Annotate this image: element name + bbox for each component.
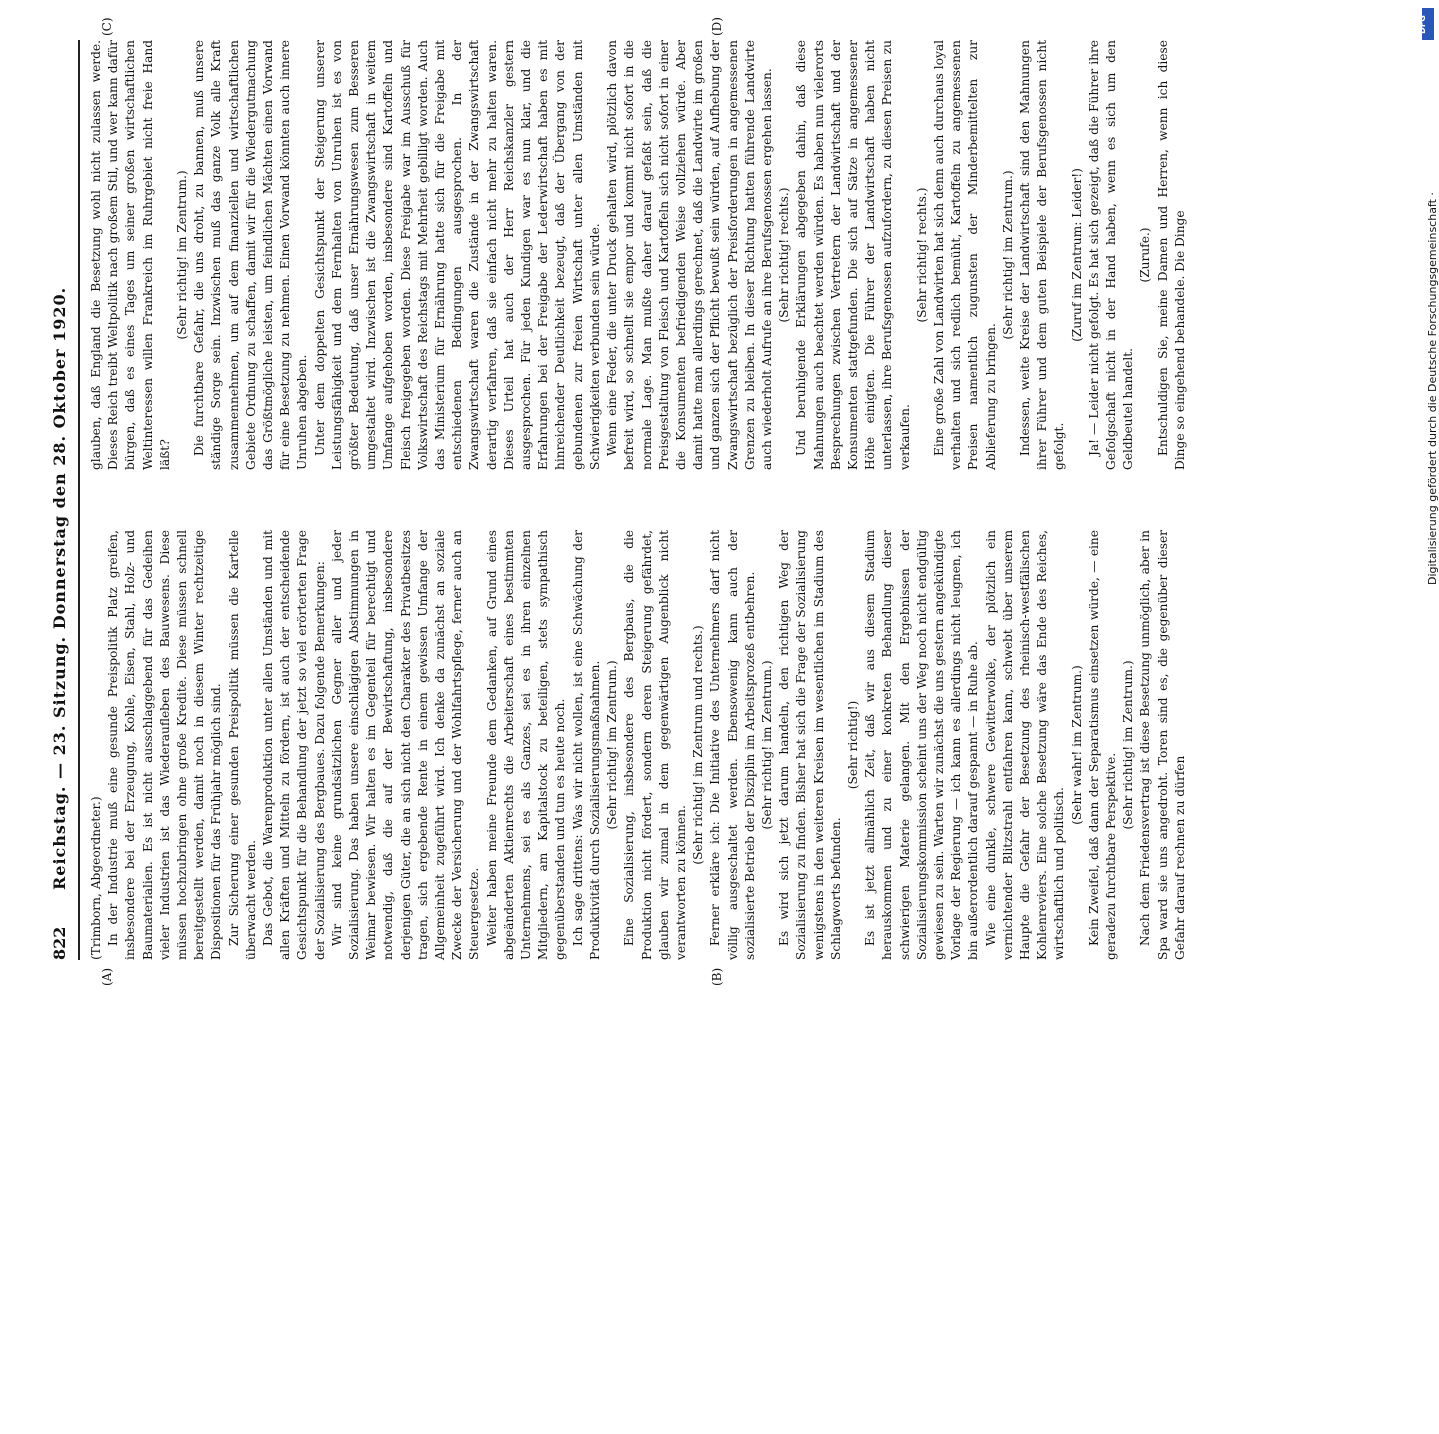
paragraph: Wie eine dunkle, schwere Gewitterwolke, der plötzlich ein vernichtender Blitzstrahl entfahren kann, schwebt über unserem Haupte die Gefahr der Besetzung des rheinisch-westfälischen Kohlenreviers. Eine solche Besetzung wäre das Ende des Reiches, wirtschaftlich und politisch. xyxy=(983,530,1067,960)
paragraph: Ja! — Leider nicht gefolgt. Es hat sich gezeigt, daß die Führer ihre Gefolgschaft nicht in der Hand haben, wenn es sich um den Geldbeutel handelt. xyxy=(1086,40,1136,470)
interjection: (Zurufe.) xyxy=(1138,227,1153,283)
dfg-logo: DFG xyxy=(1422,8,1434,40)
right-column xyxy=(88,40,1338,470)
paragraph: Weiter haben meine Freunde dem Gedanken, auf Grund eines abgeänderten Aktienrechts die Arbeiterschaft eines bestimmten Unternehmens, sei es als Ganzes, sei es in ihren einzelnen Mitgliedern, am Kapitalstock zu beteiligen, stets sympathisch gegenüberstanden und tun es heute noch. xyxy=(484,530,568,960)
running-header xyxy=(50,40,76,960)
paragraph: Es ist jetzt allmählich Zeit, daß wir aus diesem Stadium herauskommen und zu einer konkreten Behandlung dieser schwierigen Materie gelangen. Mit den Ergebnissen der Sozialisierungskommission scheint uns der Weg noch nicht endgültig gewiesen zu sein. Warten wir zunächst die uns gestern angekündigte Vorlage der Regierung — ich kann es allerdings nicht leugnen, ich bin außerordentlich darauf gespannt — in Ruhe ab. xyxy=(863,530,981,960)
digitization-stamp: Digitalisierung gefördert durch die Deutsche Forschungsgemeinschaft · xyxy=(1426,192,1439,585)
interjection: (Sehr richtig! im Zentrum und rechts.) xyxy=(691,625,706,865)
paragraph: Kein Zweifel, daß dann der Separatismus einsetzen würde, — eine geradezu furchtbare Perspektive. xyxy=(1086,530,1118,960)
interjection: (Zuruf im Zentrum: Leider!) xyxy=(1069,168,1084,342)
interjection: (Sehr richtig! im Zentrum.) xyxy=(759,660,774,830)
header-rule xyxy=(78,40,80,960)
margin-mark-a: (A) xyxy=(100,967,114,986)
page-number: 822 xyxy=(50,926,69,960)
paragraph: Nach dem Friedensvertrag ist diese Besetzung unmöglich, aber in Spa ward sie uns angedroht. Toren sind es, die gegenüber dieser Gefahr darauf rechnen zu dürfen xyxy=(1138,530,1187,960)
paragraph: Ferner erkläre ich: Die Initiative des Unternehmers darf nicht völlig ausgeschaltet werden. Ebensowenig kann auch der sozialisierte Betrieb der Disziplin im Arbeitsprozeß entbehren. xyxy=(708,530,757,960)
paragraph: Indessen, weite Kreise der Landwirtschaft sind den Mahnungen ihrer Führer und dem guten Beispiele der Berufsgenossen nicht gefolgt. xyxy=(1017,40,1067,470)
paragraph: Eine große Zahl von Landwirten hat sich denn auch durchaus loyal verhalten und sich redlich bemüht, Kartoffeln zu angemessenen Preisen namentlich zugunsten der Minderbemittelten zur Ablieferung zu bringen. xyxy=(931,40,998,470)
interjection: (Sehr richtig! im Zentrum.) xyxy=(175,170,190,340)
paragraph: Unter dem doppelten Gesichtspunkt der Steigerung unserer Leistungsfähigkeit und dem Fernhalten von Unruhen ist es von größter Bedeutung, daß unser Ernährungswesen zum Besseren umgestaltet wird. Inzwischen ist die Zwangswirtschaft in weitem Umfange aufgehoben worden, insbesondere sind Kartoffeln und Fleisch freigegeben worden. Diese Freigabe war im Ausschuß für Volkswirtschaft des Reichstags mit Mehrheit gebilligt worden. Auch das Ministerium für Ernährung hatte sich für die Freigabe mit entschiedenen Bedingungen ausgesprochen. In der Zwangswirtschaft waren die Zustände in der Zwangswirtschaft derartig verfahren, daß sie einfach nicht mehr zu halten waren. Dieses Urteil hat auch der Herr Reichskanzler gestern ausgesprochen. Für jeden Kundigen war es nun klar, und die Erfahrungen bei der Freigabe der Lederwirtschaft haben es mit hinreichender Deutlichkeit bezeugt, daß der Übergang von der gebundenen zur freien Wirtschaft unter allen Umständen mit Schwierigkeiten verbunden sein würde. xyxy=(312,40,602,470)
running-title: Reichstag. — 23. Sitzung. Donnerstag den 28. Oktober 1920. xyxy=(50,286,69,890)
paragraph: Eine Sozialisierung, insbesondere des Bergbaus, die die Produktion nicht fördert, sondern deren Steigerung gefährdet, glauben wir zumal in dem gegenwärtigen Augenblick nicht verantworten zu können. xyxy=(622,530,688,960)
paragraph: In der Industrie muß eine gesunde Preispolitik Platz greifen, insbesondere bei der Erzeugung, Kohle, Eisen, Stahl, Holz- und Baumaterialien. Es ist nicht ausschlaggebend für das Gedeihen vieler Industrien ist das Wiederaufleben des Bauwesens. Diese müssen hochzubringen ohne große Kredite. Diese müssen schnell bereitgestellt werden, damit noch in diesem Winter rechtzeitige Dispositionen für das Frühjahr möglich sind. xyxy=(106,530,224,960)
margin-mark-b: (B) xyxy=(710,967,724,986)
interjection: (Sehr richtig! rechts.) xyxy=(777,187,792,323)
paragraph: Die furchtbare Gefahr, die uns droht, zu bannen, muß unsere ständige Sorge sein. Inzwischen muß das ganze Volk alle Kraft zusammennehmen, um auf dem finanziellen und wirtschaftlichen Gebiete Ordnung zu schaffen, damit wir für die Wiedergutmachung das Größtmögliche leisten, um feindlichen Mächten einen Vorwand für eine Besetzung zu nehmen. Einen Vorwand könnten auch innere Unruhen abgeben. xyxy=(192,40,310,470)
paragraph: Wenn eine Feder, die unter Druck gehalten wird, plötzlich davon befreit wird, so schnellt sie empor und kommt nicht sofort in die normale Lage. Man mußte daher darauf gefaßt sein, daß die Preisgestaltung von Fleisch und Kartoffeln sich nicht sofort in einer die Konsumenten befriedigenden Weise vollziehen würde. Aber damit hatte man allerdings gerechnet, daß die Landwirte im großen und ganzen sich der Pflicht bewußt sein würden, auf Aufhebung der Zwangswirtschaft bezüglich der Preisforderungen in angemessenen Grenzen zu bleiben. In dieser Richtung hatten führende Landwirte auch wiederholt Aufrufe an ihre Berufsgenossen ergehen lassen. xyxy=(605,40,774,470)
margin-mark-d: (D) xyxy=(710,17,724,36)
interjection: (Sehr richtig!) xyxy=(845,700,860,790)
paragraph: Ich sage drittens: Was wir nicht wollen, ist eine Schwächung der Produktivität durch Sozialisierungsmaßnahmen. xyxy=(570,530,602,960)
margin-mark-c: (C) xyxy=(100,17,114,36)
paragraph: Wir sind keine grundsätzlichen Gegner aller und jeder Sozialisierung. Das haben unsere einschlägigen Abstimmungen in Weimar bewiesen. Wir halten es im Gegenteil für berechtigt und notwendig, daß die auf der Bewirtschaftung, insbesondere derjenigen Güter, die an sich nicht den Charakter des Privatbesitzes tragen, sich ergebende Rente in einem gewissen Umfange der Allgemeinheit zugeführt wird. Ich denke da zunächst an soziale Zwecke der Versicherung und der Wohlfahrtspflege, ferner auch an Steuergesetze. xyxy=(329,530,482,960)
paragraph: Zur Sicherung einer gesunden Preispolitik müssen die Kartelle überwacht werden. xyxy=(226,530,258,960)
left-column xyxy=(88,530,1338,960)
paragraph: (Trimborn, Abgeordneter.) xyxy=(89,796,103,960)
interjection: (Sehr richtig! im Zentrum.) xyxy=(605,660,620,830)
paragraph: Entschuldigen Sie, meine Damen und Herren, wenn ich diese Dinge so eingehend behandele. Die Dinge xyxy=(1155,40,1187,470)
paragraph: Und beruhigende Erklärungen abgegeben dahin, daß diese Mahnungen auch beachtet werden würden. Es haben nun vielerorts Besprechungen zwischen Vertretern der Landwirtschaft und der Konsumenten stattgefunden. Die sich auf Sätze in angemessener Höhe einigten. Die Führer der Landwirtschaft haben nicht unterlassen, ihre Berufsgenossen aufzufordern, zu diesen Preisen zu verkaufen. xyxy=(794,40,912,470)
interjection: (Sehr richtig! im Zentrum.) xyxy=(1000,170,1015,340)
paragraph: Das Gebot, die Warenproduktion unter allen Umständen und mit allen Kräften und Mitteln zu fördern, ist auch der entscheidende Gesichtspunkt für die Behandlung der jetzt so viel erörterten Frage der Sozialisierung des Bergbaues. Dazu folgende Bemerkungen: xyxy=(261,530,327,960)
interjection: (Sehr wahr! im Zentrum.) xyxy=(1069,665,1084,825)
paragraph: Es wird sich jetzt darum handeln, den richtigen Weg der Sozialisierung zu finden. Bisher hat sich die Frage der Sozialisierung wenigstens in den weiteren Kreisen im wesentlichen im Stadium des Schlagworts befunden. xyxy=(777,530,843,960)
interjection: (Sehr richtig! rechts.) xyxy=(914,187,929,323)
interjection: (Sehr richtig! im Zentrum.) xyxy=(1121,660,1136,830)
paragraph: glauben, daß England die Besetzung wohl nicht zulassen werde. Dieses Reich treibt Weltpolitik nach großem Stil, und wer kann dafür bürgen, daß es eines Tages um seiner großen wirtschaftlichen Weltinteressen willen Frankreich im Ruhrgebiet nicht freie Hand läßt? xyxy=(89,40,172,470)
